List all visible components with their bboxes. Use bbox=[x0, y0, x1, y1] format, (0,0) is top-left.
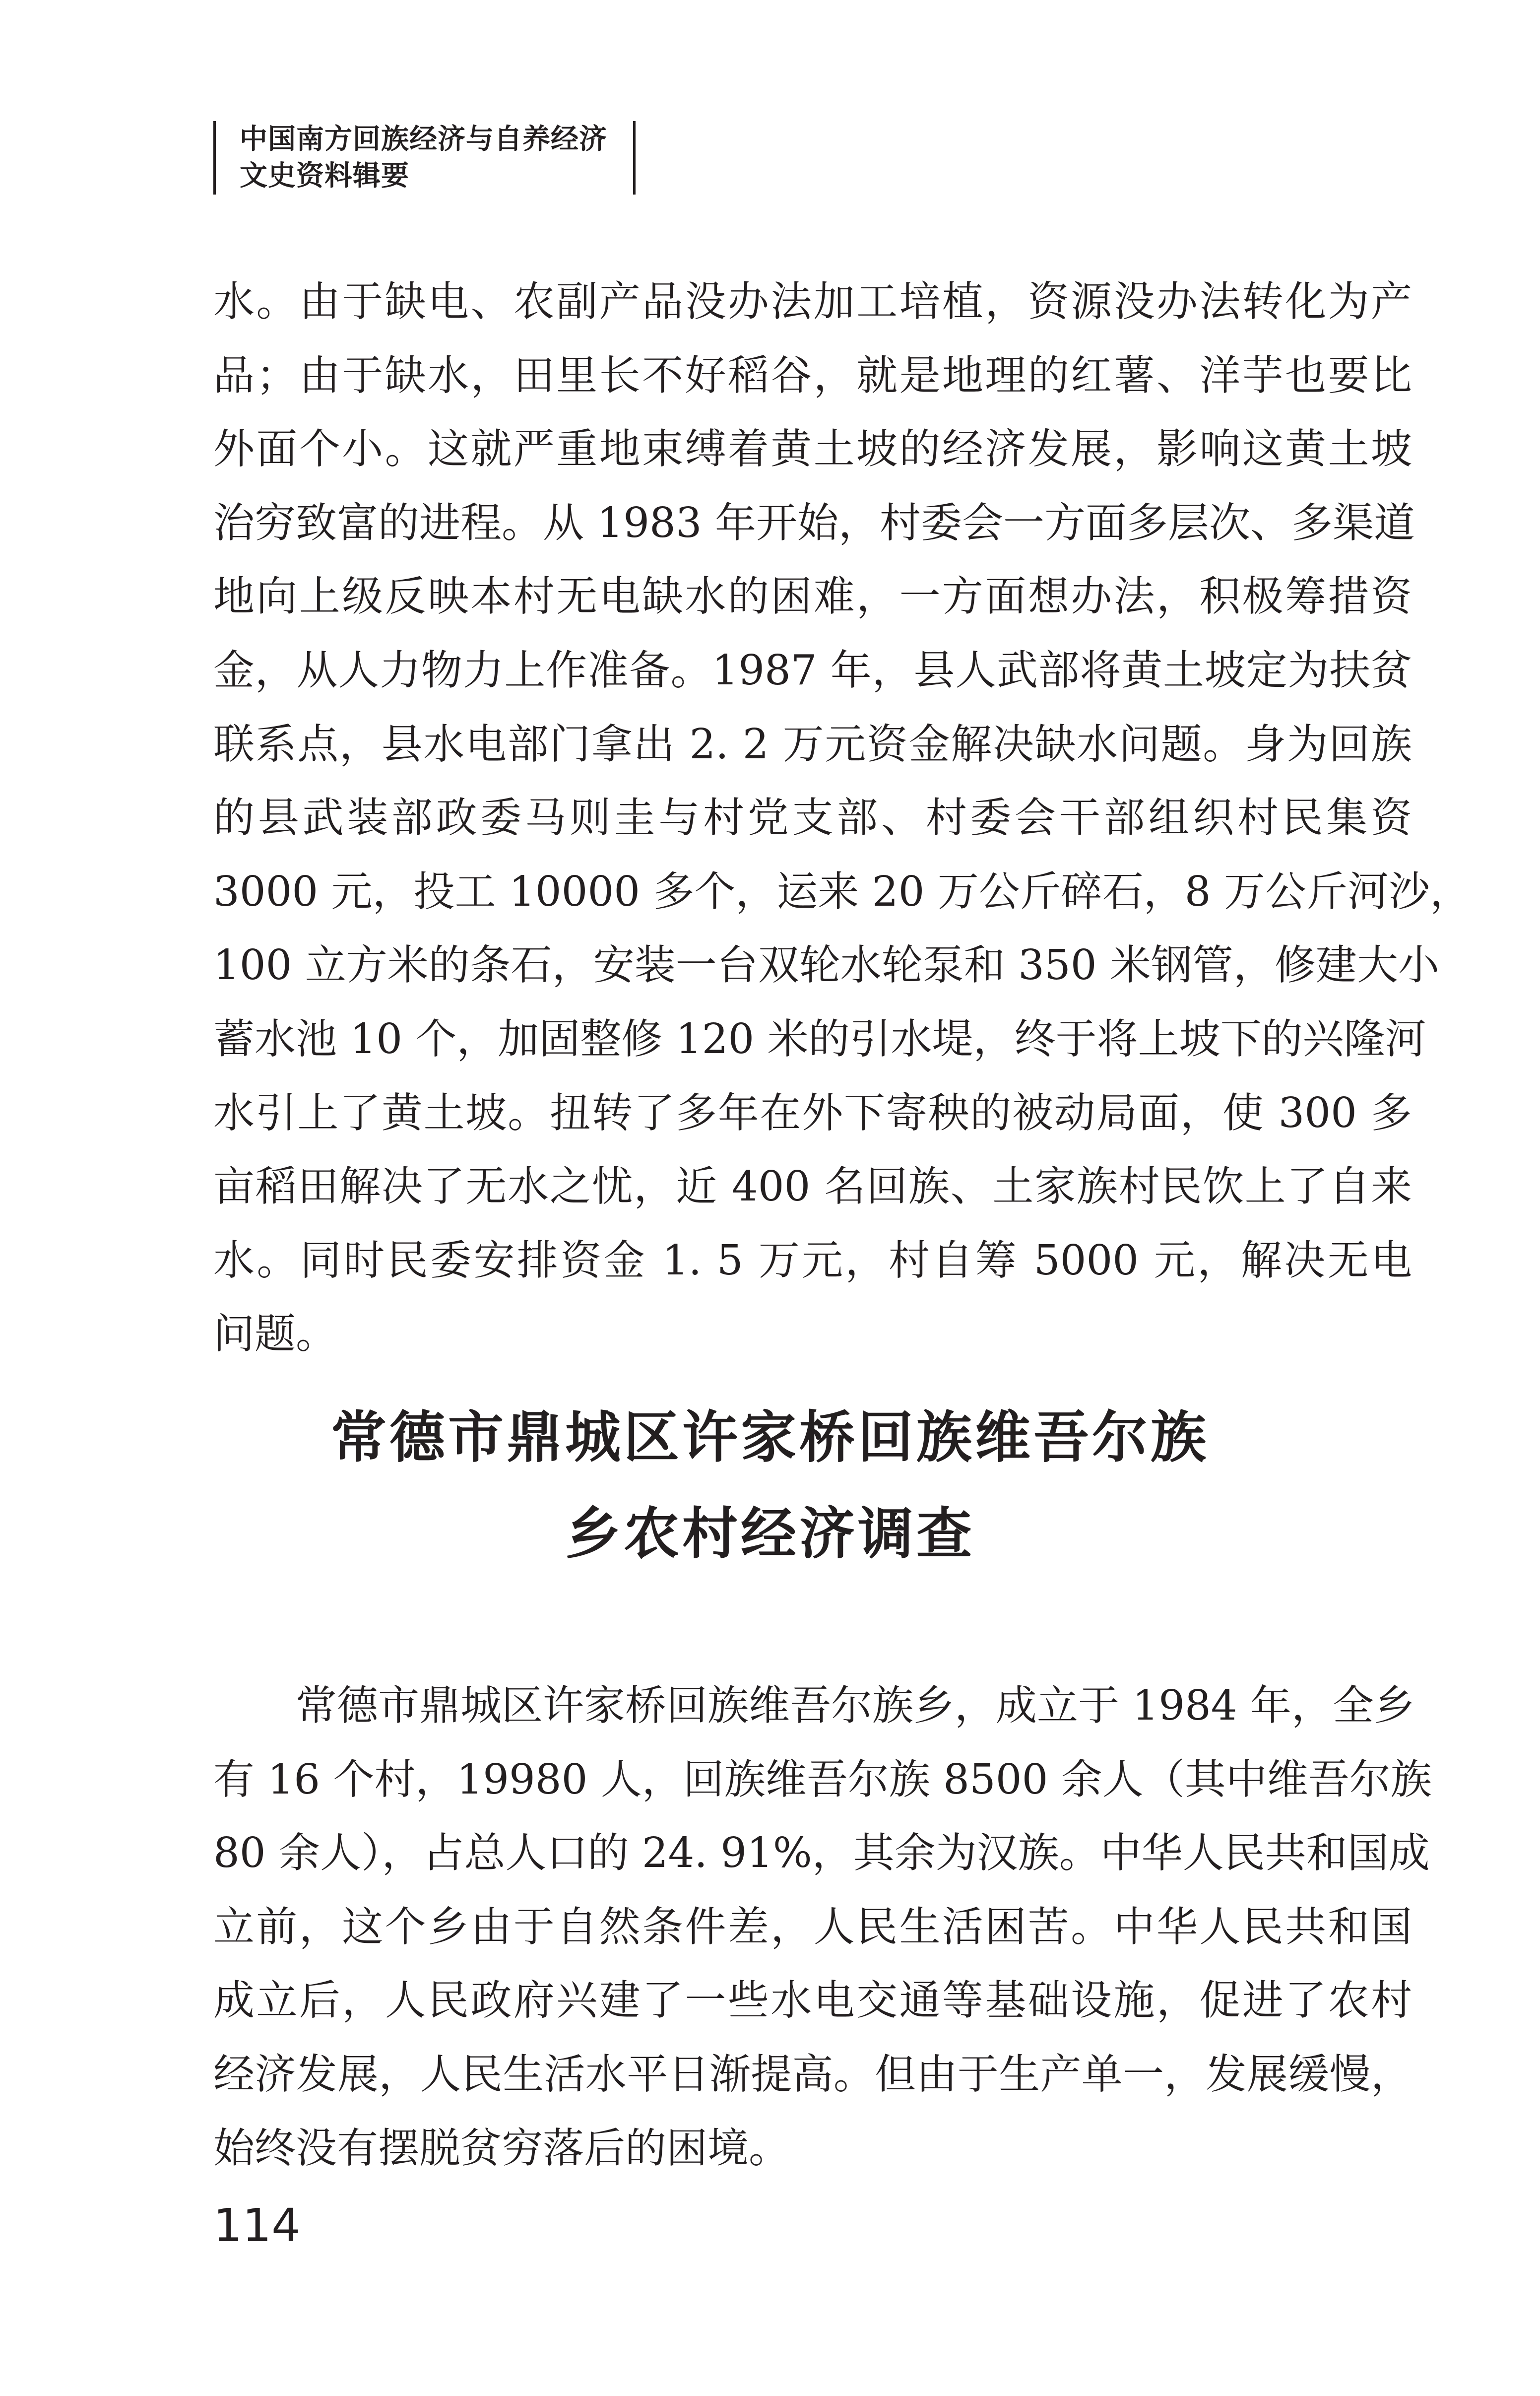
text-line: 成立后，人民政府兴建了一些水电交通等基础设施，促进了农村 bbox=[213, 1976, 1412, 2025]
text-line-last: 问题。 bbox=[213, 1310, 337, 1358]
text-line: 常德市鼎城区许家桥回族维吾尔族乡，成立于 1984 年，全乡 bbox=[213, 1681, 1415, 1730]
text-line: 有 16 个村，19980 人，回族维吾尔族 8500 余人（其中维吾尔族 bbox=[213, 1755, 1432, 1803]
text-line-last: 始终没有摆脱贫穷落后的困境。 bbox=[213, 2124, 790, 2172]
continued-paragraph bbox=[213, 265, 1471, 1371]
running-head bbox=[213, 121, 636, 195]
text-line: 3000 元，投工 10000 多个，运来 20 万公斤碎石，8 万公斤河沙， bbox=[213, 867, 1471, 916]
page-number: 114 bbox=[213, 2199, 301, 2252]
text-line: 经济发展，人民生活水平日渐提高。但由于生产单一，发展缓慢， bbox=[213, 2050, 1412, 2098]
running-head-subtitle: 文史资料辑要 bbox=[240, 160, 409, 192]
text-line: 地向上级反映本村无电缺水的困难，一方面想办法，积极筹措资 bbox=[213, 572, 1412, 621]
section-title bbox=[0, 1390, 1540, 1582]
section-title-line-1: 常德市鼎城区许家桥回族维吾尔族 bbox=[331, 1405, 1209, 1470]
text-line: 水。由于缺电、农副产品没办法加工培植，资源没办法转化为产 bbox=[213, 277, 1412, 326]
section-title-line-2: 乡农村经济调查 bbox=[565, 1502, 975, 1566]
text-line: 亩稻田解决了无水之忧，近 400 名回族、土家族村民饮上了自来 bbox=[213, 1162, 1412, 1211]
running-head-book-title: 中国南方回族经济与自养经济 bbox=[240, 123, 607, 155]
text-line: 联系点，县水电部门拿出 2. 2 万元资金解决缺水问题。身为回族 bbox=[213, 720, 1412, 768]
text-line: 金，从人力物力上作准备。1987 年，县人武部将黄土坡定为扶贫 bbox=[213, 646, 1412, 694]
text-line: 的县武装部政委马则圭与村党支部、村委会干部组织村民集资 bbox=[213, 794, 1412, 842]
section-paragraph bbox=[213, 1669, 1432, 2185]
text-line: 80 余人），占总人口的 24. 91%，其余为汉族。中华人民共和国成 bbox=[213, 1829, 1430, 1877]
text-line: 外面个小。这就严重地束缚着黄土坡的经济发展，影响这黄土坡 bbox=[213, 425, 1412, 473]
text-line: 立前，这个乡由于自然条件差，人民生活困苦。中华人民共和国 bbox=[213, 1902, 1412, 1951]
text-line: 品；由于缺水，田里长不好稻谷，就是地理的红薯、洋芋也要比 bbox=[213, 351, 1412, 399]
text-line: 水引上了黄土坡。扭转了多年在外下寄秧的被动局面，使 300 多 bbox=[213, 1088, 1412, 1137]
text-line: 治穷致富的进程。从 1983 年开始，村委会一方面多层次、多渠道 bbox=[213, 498, 1415, 547]
text-line: 水。同时民委安排资金 1. 5 万元，村自筹 5000 元，解决无电 bbox=[213, 1236, 1412, 1284]
text-line: 100 立方米的条石，安装一台双轮水轮泵和 350 米钢管，修建大小 bbox=[213, 941, 1439, 990]
text-line: 蓄水池 10 个，加固整修 120 米的引水堤，终于将上坡下的兴隆河 bbox=[213, 1014, 1426, 1063]
